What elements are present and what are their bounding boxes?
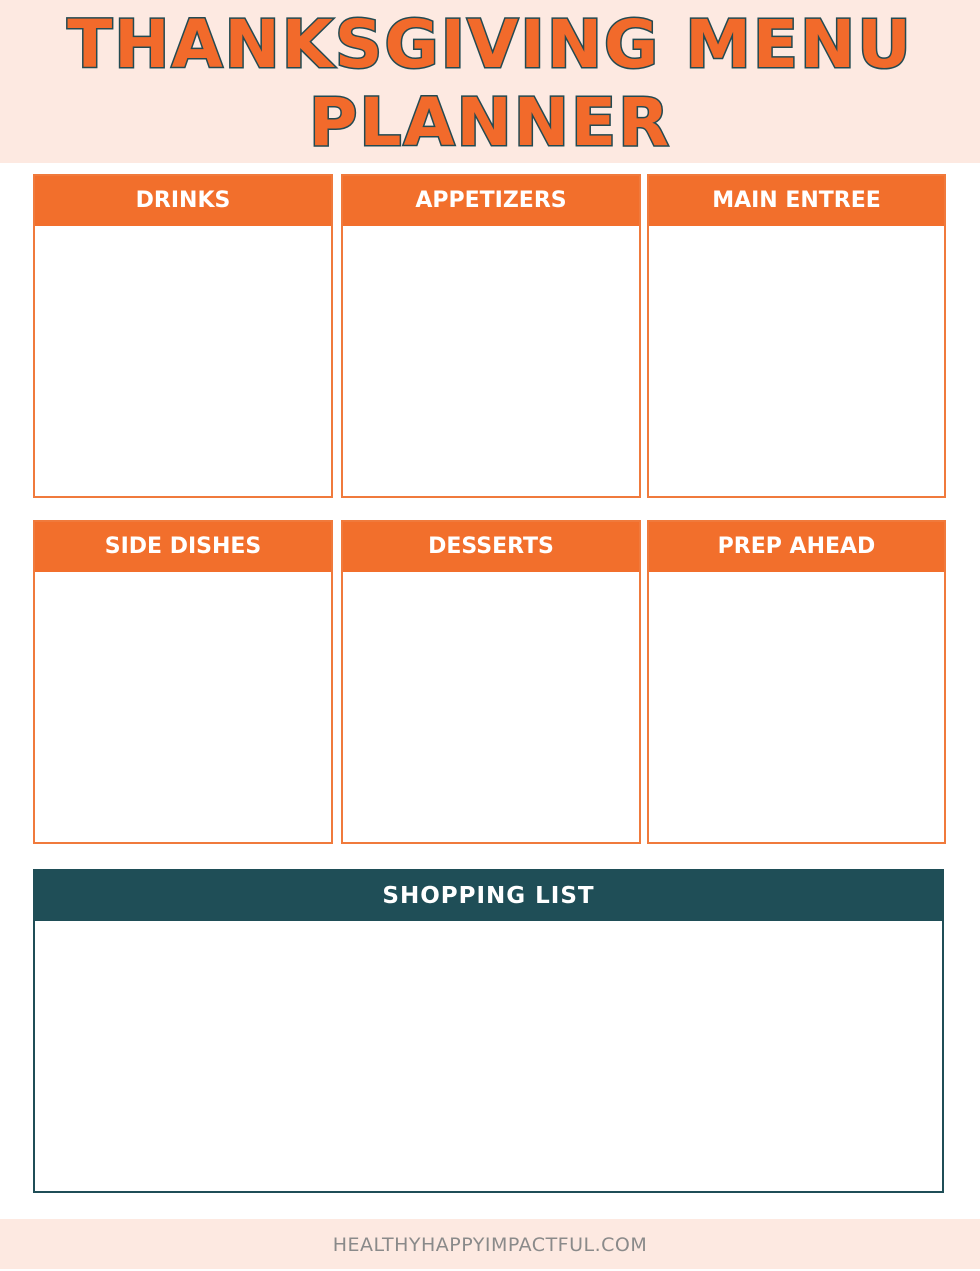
section-prep-ahead[interactable]	[647, 520, 946, 844]
section-desserts[interactable]	[341, 520, 641, 844]
header-band	[0, 0, 980, 163]
shopping-list-box[interactable]	[33, 869, 944, 1193]
section-header-side-dishes: SIDE DISHES	[35, 522, 331, 572]
section-header-drinks: DRINKS	[35, 176, 331, 226]
section-main-entree[interactable]	[647, 174, 946, 498]
section-header-main-entree: MAIN ENTREE	[649, 176, 944, 226]
page-title-line-2: PLANNER	[309, 84, 671, 161]
shopping-list-header: SHOPPING LIST	[35, 871, 942, 921]
section-side-dishes[interactable]	[33, 520, 333, 844]
section-header-appetizers: APPETIZERS	[343, 176, 639, 226]
section-appetizers[interactable]	[341, 174, 641, 498]
section-header-prep-ahead: PREP AHEAD	[649, 522, 944, 572]
section-header-desserts: DESSERTS	[343, 522, 639, 572]
footer-url: HEALTHYHAPPYIMPACTFUL.COM	[332, 1234, 648, 1256]
section-drinks[interactable]	[33, 174, 333, 498]
page-title-line-1: THANKSGIVING MENU	[67, 6, 913, 83]
footer-band	[0, 1219, 980, 1269]
